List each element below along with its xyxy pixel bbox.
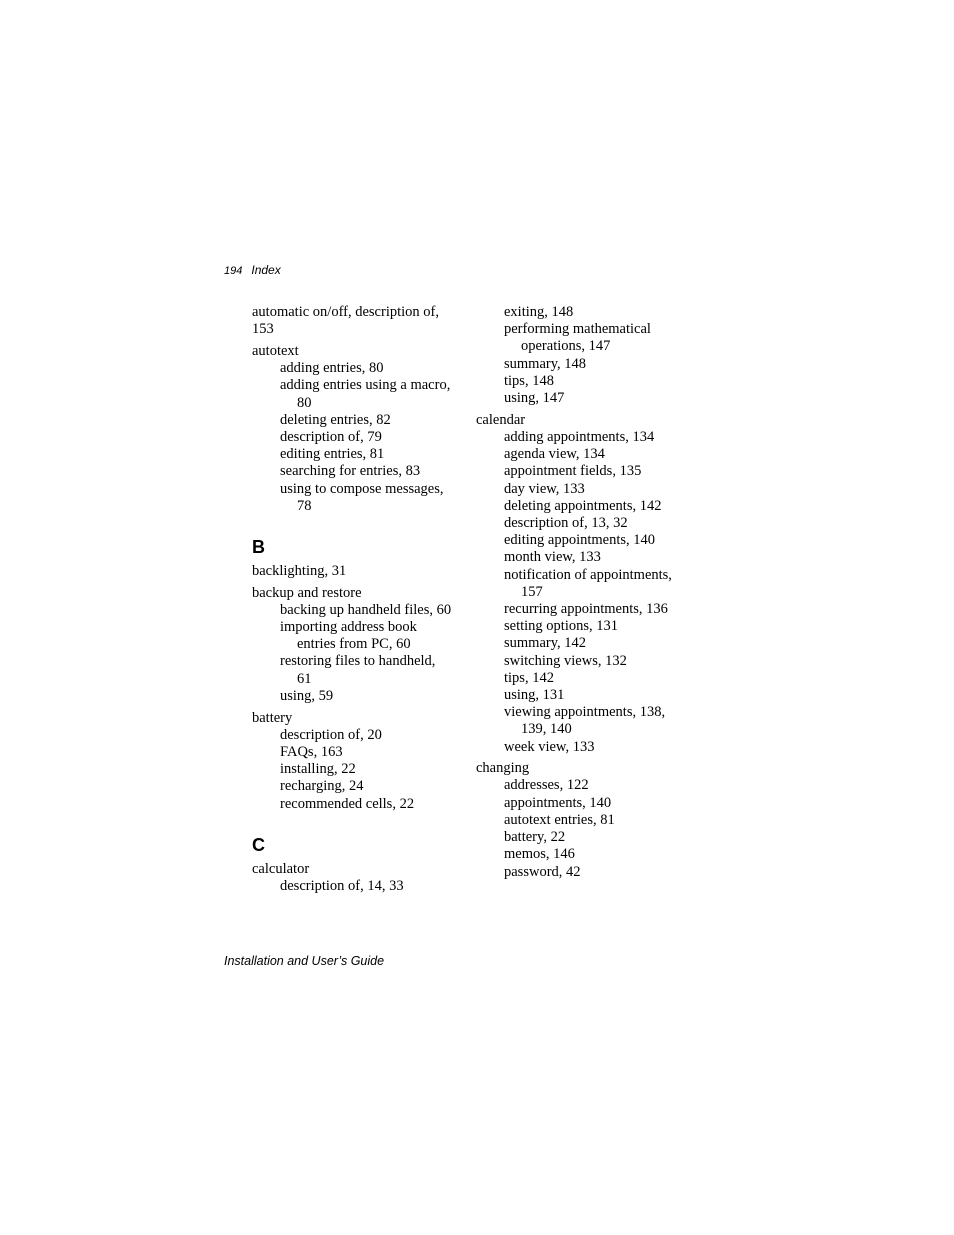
index-main-term: calculator <box>252 860 310 877</box>
index-subentry: description of, 13, 32 <box>504 514 628 531</box>
index-column-left <box>252 304 452 900</box>
section-letter-b: B <box>252 536 265 557</box>
right-entries <box>476 412 676 881</box>
section-letter-c: C <box>252 834 265 855</box>
index-subentry: summary, 148 <box>504 355 587 372</box>
index-subentry: tips, 142 <box>504 669 554 686</box>
index-subentry: installing, 22 <box>280 761 356 778</box>
index-entry <box>476 412 676 756</box>
index-subentry: viewing appointments, 138, 139, 140 <box>504 704 666 738</box>
index-subentry: editing appointments, 140 <box>504 532 656 549</box>
index-subentry: month view, 133 <box>504 549 601 566</box>
index-subentry: notification of appointments, 157 <box>504 566 672 600</box>
index-subentry: using, 147 <box>504 390 565 407</box>
section-b-entries <box>252 563 452 813</box>
index-subentry: deleting appointments, 142 <box>504 497 662 514</box>
index-subentry: week view, 133 <box>504 738 595 755</box>
index-subentry: password, 42 <box>504 863 581 880</box>
index-section-c <box>252 834 452 895</box>
index-subentry: adding entries, 80 <box>280 360 384 377</box>
index-subentry: FAQs, 163 <box>280 743 343 760</box>
index-subentry: setting options, 131 <box>504 618 618 635</box>
index-subentry: description of, 79 <box>280 428 382 445</box>
continued-subentries <box>476 304 676 407</box>
index-subentry: tips, 148 <box>504 372 554 389</box>
index-main-term: autotext <box>252 342 299 359</box>
index-subentry: using to compose messages, 78 <box>280 480 444 514</box>
index-subentry: description of, 14, 33 <box>280 877 404 894</box>
index-entry <box>252 710 452 813</box>
intro-entries <box>252 304 452 515</box>
index-subentry: using, 59 <box>280 687 334 704</box>
index-subentry: using, 131 <box>504 686 565 703</box>
index-section-b <box>252 536 452 813</box>
index-subentry: summary, 142 <box>504 635 587 652</box>
index-subentry: agenda view, 134 <box>504 446 605 463</box>
index-subentry: searching for entries, 83 <box>280 463 421 480</box>
index-subentry: backing up handheld files, 60 <box>280 601 452 618</box>
index-subentry: memos, 146 <box>504 846 575 863</box>
index-subentry: appointment fields, 135 <box>504 463 642 480</box>
index-entry <box>476 760 676 880</box>
index-subentry: autotext entries, 81 <box>504 811 615 828</box>
index-main-term: automatic on/off, description of, 153 <box>252 304 439 338</box>
section-c-entries <box>252 861 452 895</box>
index-main-term: backlighting, 31 <box>252 562 347 579</box>
index-subentry: restoring files to handheld, 61 <box>280 653 436 687</box>
index-subentry: deleting entries, 82 <box>280 411 391 428</box>
index-subentry: appointments, 140 <box>504 794 612 811</box>
index-entry <box>252 343 452 515</box>
index-main-term: calendar <box>476 411 526 428</box>
index-subentry: addresses, 122 <box>504 777 589 794</box>
index-main-term: backup and restore <box>252 584 362 601</box>
index-subentry: adding appointments, 134 <box>504 428 655 445</box>
index-subentry: performing mathematical operations, 147 <box>504 321 651 355</box>
running-footer: Installation and User’s Guide <box>224 954 385 968</box>
index-entry <box>252 563 452 580</box>
index-subentry: editing entries, 81 <box>280 446 385 463</box>
index-subentry: importing address book entries from PC, 60 <box>280 619 417 653</box>
index-subentry: recharging, 24 <box>280 778 364 795</box>
index-main-term: battery <box>252 709 293 726</box>
index-entry <box>252 861 452 895</box>
index-subentry: battery, 22 <box>504 829 566 846</box>
index-subentry: exiting, 148 <box>504 304 574 320</box>
index-main-term: changing <box>476 760 530 777</box>
index-subentry: recommended cells, 22 <box>280 795 415 812</box>
index-subentry: switching views, 132 <box>504 652 627 669</box>
index-subentry: day view, 133 <box>504 480 585 497</box>
index-subentry: description of, 20 <box>280 726 382 743</box>
page-number: 194 <box>224 265 243 277</box>
index-entry <box>252 304 452 338</box>
running-header <box>224 263 281 277</box>
index-entry <box>252 585 452 705</box>
index-subentry: adding entries using a macro, 80 <box>280 377 451 411</box>
section-title: Index <box>251 263 281 277</box>
index-column-right <box>476 304 676 885</box>
index-subentry: recurring appointments, 136 <box>504 600 668 617</box>
